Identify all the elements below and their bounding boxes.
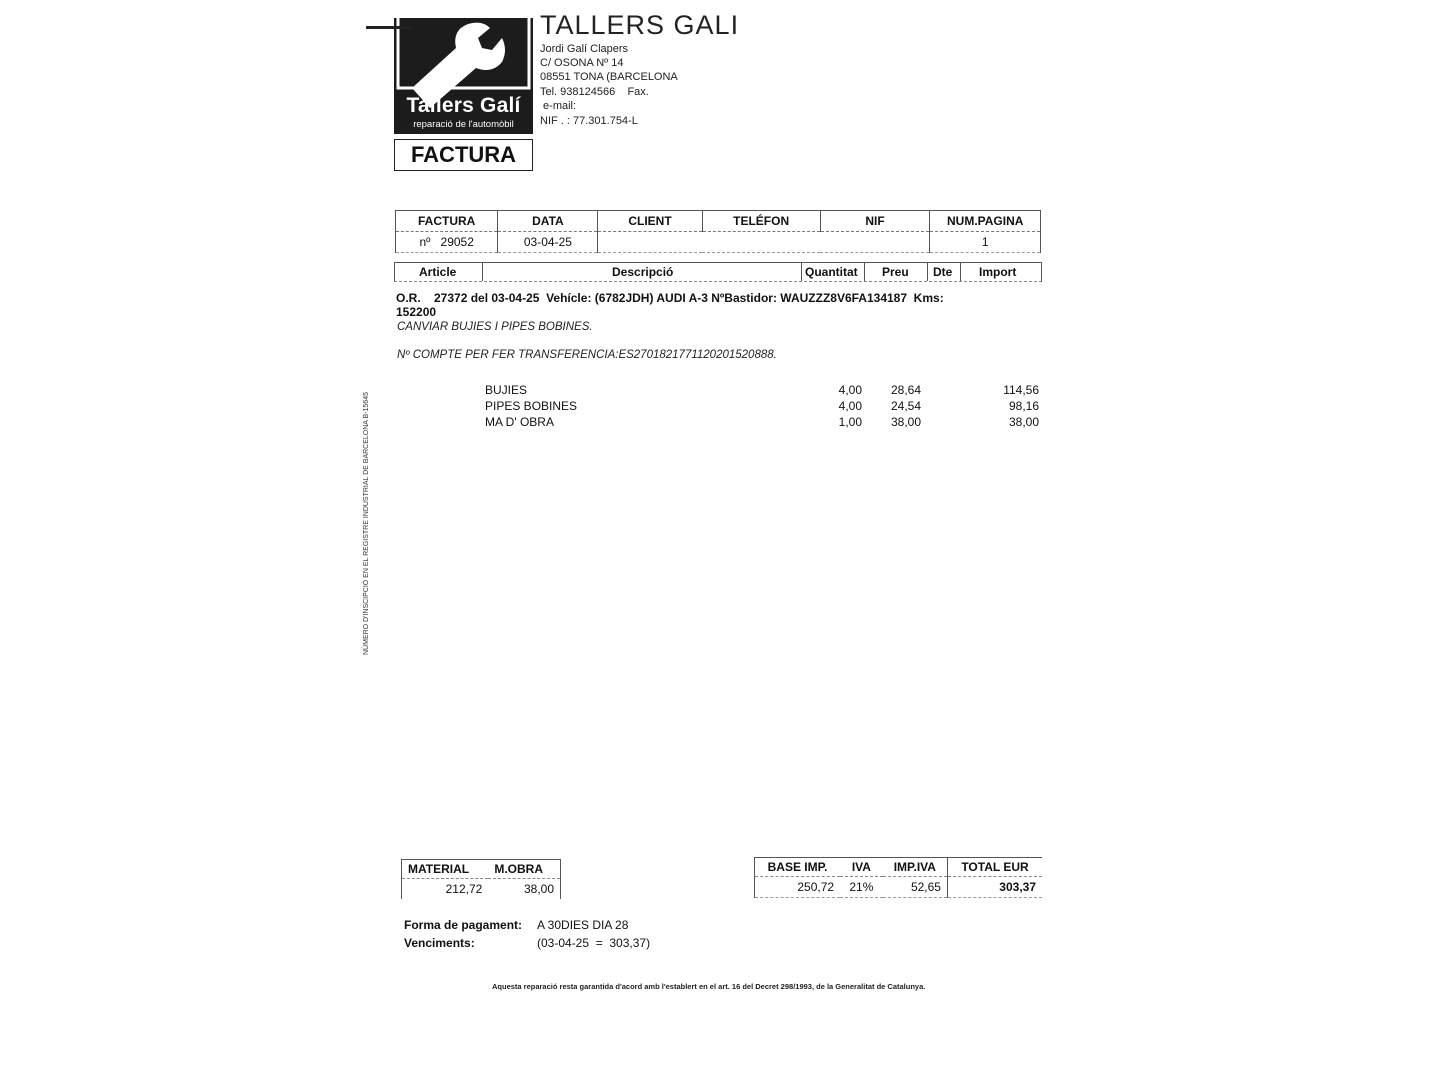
payment-method: A 30DIES DIA 28 [537, 918, 629, 932]
totals-material-table [401, 859, 561, 899]
col-article: Article [419, 265, 457, 279]
item-amount: 38,00 [1008, 415, 1039, 429]
invoice-date: 03-04-25 [498, 232, 598, 253]
address-line: e-mail: [540, 100, 577, 112]
client-cell [598, 232, 930, 253]
logo-bar [366, 26, 412, 29]
item-qty: 4,00 [838, 399, 862, 413]
item-price: 28,64 [890, 383, 921, 397]
address-line: NIF . : 77.301.754-L [540, 115, 638, 127]
col-amount: Import [979, 265, 1017, 279]
order-line [396, 291, 996, 319]
header-col: CLIENT [598, 211, 702, 232]
item-desc: PIPES BOBINES [485, 399, 578, 413]
invoice-header-table [395, 210, 1041, 253]
item-desc: MA D' OBRA [485, 415, 554, 429]
invoice-number-prefix: nº [419, 235, 431, 249]
transfer-note: Nº COMPTE PER FER TRANSFERENCIA:ES2701821771120201520888. [397, 349, 777, 361]
col-description: Descripció [612, 265, 674, 279]
iva-value: 21% [840, 877, 883, 898]
total-value: 303,37 [947, 877, 1042, 898]
item-price: 38,00 [890, 415, 921, 429]
labor-label: M.OBRA [488, 860, 560, 879]
col-discount: Dte [933, 265, 953, 279]
col-quantity: Quantitat [805, 265, 858, 279]
totals-summary-table [754, 857, 1042, 898]
total-label: TOTAL EUR [947, 858, 1042, 877]
order-line-1: O.R. 27372 del 03-04-25 Vehícle: (6782JDH) AUDI A-3 NºBastidor: WAUZZZ8V6FA134187 Kms: [396, 291, 944, 305]
payment-method-label: Forma de pagament: [404, 918, 523, 932]
line-item-columns [394, 262, 1042, 282]
company-logo [394, 18, 533, 134]
item-amount: 98,16 [1008, 399, 1039, 413]
due-value: (03-04-25 = 303,37) [537, 936, 651, 950]
item-amount: 114,56 [1003, 383, 1039, 397]
repair-note: CANVIAR BUJIES I PIPES BOBINES. [397, 321, 593, 333]
header-col: TELÉFON [702, 211, 820, 232]
item-qty: 1,00 [838, 415, 862, 429]
material-value: 212,72 [445, 882, 483, 896]
impiva-value: 52,65 [883, 877, 948, 898]
address-line: Tel. 938124566 Fax. [540, 86, 649, 98]
address-line: 08551 TONA (BARCELONA [540, 71, 678, 83]
header-col: NIF [820, 211, 930, 232]
item-desc: BUJIES [485, 383, 528, 397]
company-title: TALLERS GALI [540, 10, 740, 40]
invoice-number: 29052 [440, 235, 474, 249]
base-value: 250,72 [755, 877, 841, 898]
page-number: 1 [930, 232, 1041, 253]
header-col: NUM.PAGINA [930, 211, 1041, 232]
registry-note: NÚMERO D'INSCIPCIÓ EN EL REGISTRE INDUSTRIAL DE BARCELONA B-15645 [363, 392, 370, 655]
material-label: MATERIAL [402, 860, 489, 879]
logo-name: Tallers Galí [406, 94, 521, 117]
header-col: FACTURA [396, 211, 498, 232]
address-line: C/ OSONA Nº 14 [540, 57, 624, 69]
impiva-label: IMP.IVA [883, 858, 948, 877]
warranty-footer: Aquesta reparació resta garantida d'acord amb l'establert en el art. 16 del Decret 298/1993, de la Generalitat de Catalunya. [492, 982, 926, 991]
col-price: Preu [882, 265, 909, 279]
item-qty: 4,00 [838, 383, 862, 397]
order-line-2: 152200 [396, 305, 437, 319]
header-col: DATA [498, 211, 598, 232]
item-price: 24,54 [890, 399, 921, 413]
labor-value: 38,00 [523, 882, 554, 896]
logo-tagline: reparació de l'automòbil [413, 119, 514, 130]
invoice-number-cell [396, 232, 498, 253]
due-label: Venciments: [404, 936, 475, 950]
doc-type-title: FACTURA [394, 139, 533, 171]
address-line: Jordi Galí Clapers [540, 43, 629, 55]
iva-label: IVA [840, 858, 883, 877]
base-label: BASE IMP. [755, 858, 841, 877]
